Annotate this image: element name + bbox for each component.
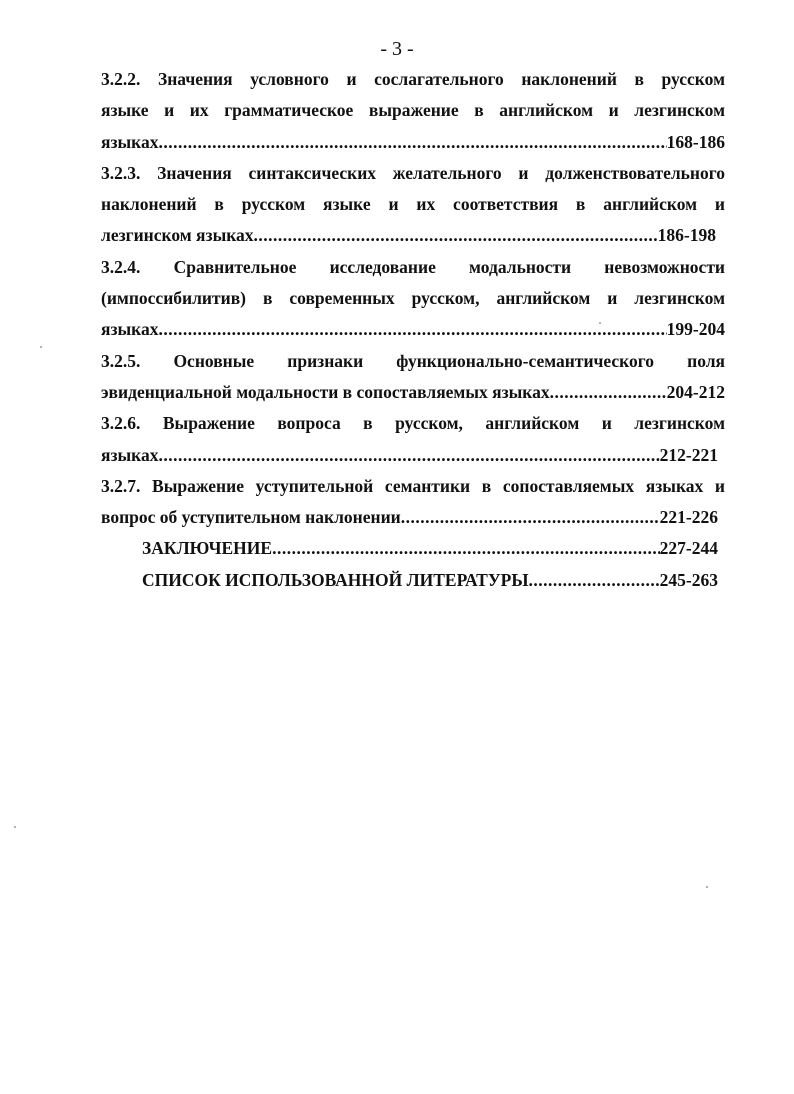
toc-entry-last-line bbox=[101, 220, 716, 251]
toc-entry-pages: 221-226 bbox=[659, 507, 718, 528]
toc-entry-tail: лезгинском языках bbox=[101, 225, 254, 246]
toc-entry-line: языке и их грамматическое выражение в английском и лезгинском bbox=[101, 100, 725, 121]
dot-leader bbox=[158, 440, 659, 471]
toc-entry-line: (импоссибилитив) в современных русском, английском и лезгинском bbox=[101, 288, 725, 309]
toc-entry-pages: 212-221 bbox=[659, 444, 718, 465]
toc-entry-last-line bbox=[142, 565, 718, 596]
table-of-contents bbox=[101, 64, 725, 596]
toc-entry-3-2-7[interactable] bbox=[101, 471, 725, 534]
toc-entry-line: 3.2.7. Выражение уступительной семантики в сопоставляемых языках и bbox=[101, 475, 725, 496]
toc-entry-line: 3.2.2. Значения условного и сослагательного наклонений в русском bbox=[101, 69, 725, 89]
toc-entry-tail: эвиденциальной модальности в сопоставляемых языках bbox=[101, 381, 550, 402]
toc-entry-pages: 186-198 bbox=[657, 225, 716, 246]
toc-entry-3-2-3[interactable] bbox=[101, 158, 725, 252]
toc-entry-line: 3.2.5. Основные признаки функционально-семантического поля bbox=[101, 350, 725, 371]
toc-entry-3-2-4[interactable] bbox=[101, 252, 725, 346]
scan-speck bbox=[40, 346, 42, 348]
toc-entry-line: 3.2.6. Выражение вопроса в русском, английском и лезгинском bbox=[101, 413, 725, 434]
toc-entry-tail: ЗАКЛЮЧЕНИЕ bbox=[142, 538, 273, 559]
scan-speck bbox=[706, 886, 708, 888]
toc-entry-3-2-2[interactable] bbox=[101, 64, 725, 158]
toc-entry-last-line bbox=[101, 127, 725, 158]
toc-entry-pages: 204-212 bbox=[666, 381, 725, 402]
toc-entry-tail: языках bbox=[101, 319, 159, 340]
toc-entry-tail: языках bbox=[101, 131, 159, 152]
page-number: - 3 - bbox=[380, 38, 414, 60]
toc-entry-last-line bbox=[101, 502, 718, 533]
toc-entry-line: 3.2.3. Значения синтаксических желательного и долженствовательного bbox=[101, 162, 725, 183]
dot-leader bbox=[254, 220, 658, 251]
toc-entry-pages: 199-204 bbox=[666, 319, 725, 340]
dot-leader bbox=[529, 565, 660, 596]
toc-entry-3-2-6[interactable] bbox=[101, 408, 725, 471]
toc-entry-last-line bbox=[101, 314, 725, 345]
toc-entry-3-2-5[interactable] bbox=[101, 346, 725, 409]
dot-leader bbox=[401, 502, 660, 533]
dot-leader bbox=[158, 127, 666, 158]
toc-entry-last-line bbox=[101, 440, 718, 471]
toc-entry-conclusion[interactable] bbox=[101, 533, 725, 564]
toc-entry-tail: СПИСОК ИСПОЛЬЗОВАННОЙ ЛИТЕРАТУРЫ bbox=[142, 569, 529, 590]
toc-entry-line: наклонений в русском языке и их соответствия в английском и bbox=[101, 194, 725, 215]
toc-entry-pages: 245-263 bbox=[659, 569, 718, 590]
toc-entry-bibliography[interactable] bbox=[101, 565, 725, 596]
toc-entry-pages: 227-244 bbox=[659, 538, 718, 559]
toc-entry-tail: вопрос об уступительном наклонении bbox=[101, 507, 401, 528]
toc-entry-line: 3.2.4. Сравнительное исследование модальности невозможности bbox=[101, 256, 725, 277]
toc-entry-tail: языках bbox=[101, 444, 159, 465]
dot-leader bbox=[272, 533, 660, 564]
dot-leader bbox=[158, 314, 666, 345]
dot-leader bbox=[550, 377, 667, 408]
toc-entry-pages: 168-186 bbox=[666, 131, 725, 152]
scan-speck bbox=[599, 322, 601, 324]
toc-entry-last-line bbox=[101, 377, 725, 408]
scan-speck bbox=[14, 826, 16, 828]
toc-entry-last-line bbox=[142, 533, 718, 564]
